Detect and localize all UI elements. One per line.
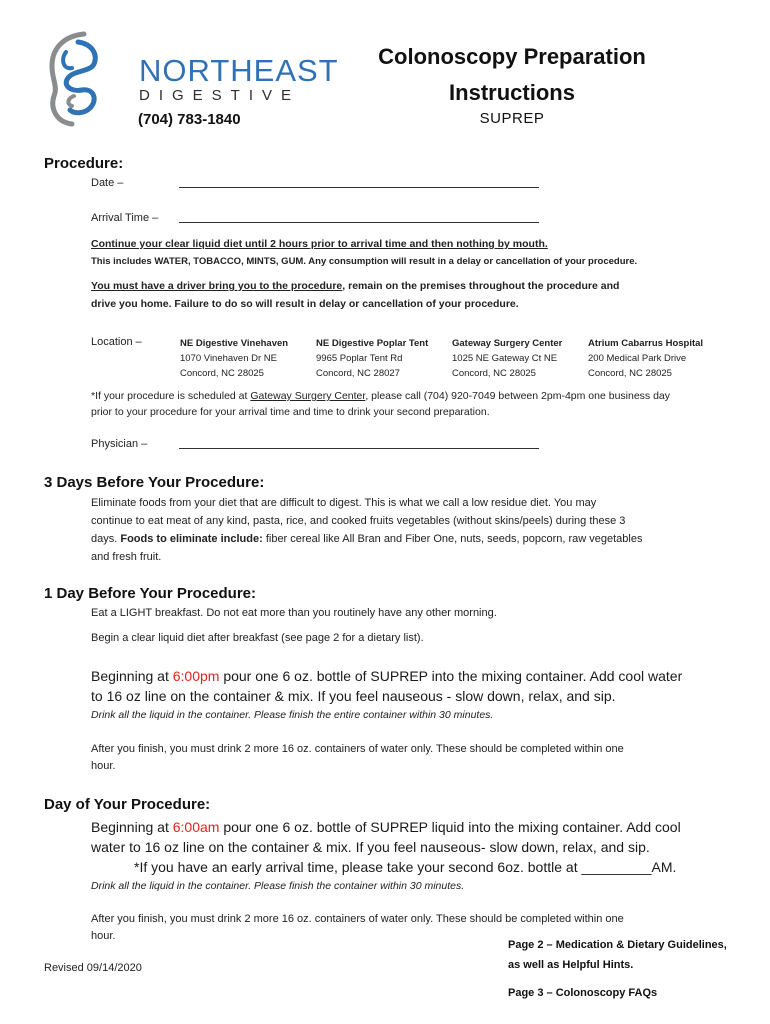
- brand-subname: DIGESTIVE: [139, 87, 301, 104]
- one-day-drink-note: Drink all the liquid in the container. Please finish the entire container within 30 minutes.: [91, 709, 494, 721]
- three-days-line3-pre: days.: [91, 533, 121, 545]
- day-of-begin: [91, 817, 681, 837]
- location-name: NE Digestive Poplar Tent: [316, 338, 429, 349]
- brand-name: NORTHEAST: [139, 53, 339, 88]
- one-day-begin-post: pour one 6 oz. bottle of SUPREP into the mixing container. Add cool water: [219, 668, 683, 684]
- physician-field[interactable]: [179, 448, 539, 449]
- includes-notice: This includes WATER, TOBACCO, MINTS, GUM. Any consumption will result in a delay or cancellation of your procedure.: [91, 256, 638, 267]
- driver-notice-line2: drive you home. Failure to do so will result in delay or cancellation of your procedure.: [91, 298, 519, 310]
- location-label: Location –: [91, 336, 142, 348]
- physician-label: Physician –: [91, 438, 148, 450]
- three-days-line3-post: fiber cereal like All Bran and Fiber One, nuts, seeds, popcorn, raw vegetables: [262, 533, 643, 545]
- page-subtitle: SUPREP: [479, 110, 545, 127]
- gateway-note-post: , please call (704) 920-7049 between 2pm-4pm one business day: [365, 390, 671, 402]
- location-city: Concord, NC 28025: [180, 368, 264, 379]
- three-days-line3: [91, 533, 642, 545]
- day-of-after-line2: hour.: [91, 930, 116, 942]
- location-city: Concord, NC 28025: [588, 368, 672, 379]
- gateway-note-line2: prior to your procedure for your arrival time and time to drink your second preparation.: [91, 406, 490, 418]
- one-day-begin-line2: to 16 oz line on the container & mix. If you feel nauseous - slow down, relax, and sip.: [91, 688, 616, 704]
- three-days-line1: Eliminate foods from your diet that are difficult to digest. This is what we call a low residue diet. You may: [91, 497, 597, 509]
- three-days-line2: continue to eat meat of any kind, pasta, rice, and cooked fruits vegetables (without skins/peels) during these 3: [91, 515, 626, 527]
- date-label: Date –: [91, 177, 124, 189]
- foods-to-eliminate-label: Foods to eliminate include:: [120, 533, 263, 545]
- procedure-heading: Procedure:: [44, 155, 124, 172]
- date-field[interactable]: [179, 187, 539, 188]
- one-day-breakfast: Eat a LIGHT breakfast. Do not eat more than you routinely have any other morning.: [91, 607, 497, 619]
- page-title: [362, 39, 662, 111]
- location-address: 1025 NE Gateway Ct NE: [452, 353, 558, 364]
- location-name: NE Digestive Vinehaven: [180, 338, 289, 349]
- one-day-after-line2: hour.: [91, 760, 116, 772]
- gateway-note: [91, 390, 670, 402]
- three-days-line4: and fresh fruit.: [91, 551, 162, 563]
- location-city: Concord, NC 28027: [316, 368, 400, 379]
- one-day-begin: [91, 666, 682, 686]
- page-title-line2: Instructions: [449, 80, 575, 105]
- day-of-drink-note: Drink all the liquid in the container. Please finish the container within 30 minutes.: [91, 880, 465, 892]
- three-days-heading: 3 Days Before Your Procedure:: [44, 474, 265, 491]
- location-name: Atrium Cabarrus Hospital: [588, 338, 704, 349]
- day-of-heading: Day of Your Procedure:: [44, 796, 211, 813]
- day-of-early-note: *If you have an early arrival time, please take your second 6oz. bottle at _________AM.: [134, 859, 677, 875]
- driver-notice: [91, 280, 619, 292]
- location-address: 9965 Poplar Tent Rd: [316, 353, 403, 364]
- arrival-time-label: Arrival Time –: [91, 212, 159, 224]
- one-day-after-line1: After you finish, you must drink 2 more 16 oz. containers of water only. These should be completed within one: [91, 743, 624, 755]
- day-of-begin-line2: water to 16 oz line on the container & mix. If you feel nauseous- slow down, relax, and sip.: [91, 839, 650, 855]
- clear-liquid-notice: Continue your clear liquid diet until 2 hours prior to arrival time and then nothing by mouth.: [91, 238, 548, 250]
- arrival-time-field[interactable]: [179, 222, 539, 223]
- gateway-note-pre: *If your procedure is scheduled at: [91, 390, 251, 402]
- day-of-after-line1: After you finish, you must drink 2 more 16 oz. containers of water only. These should be completed within one: [91, 913, 624, 925]
- location-atrium: [588, 336, 703, 381]
- page2-line1: Page 2 – Medication & Dietary Guidelines,: [508, 939, 727, 951]
- one-day-begin-time: 6:00pm: [172, 668, 220, 684]
- revised-date: Revised 09/14/2020: [44, 962, 142, 974]
- page2-line2: as well as Helpful Hints.: [508, 959, 634, 971]
- page-title-line1: Colonoscopy Preparation: [378, 44, 646, 69]
- location-name: Gateway Surgery Center: [452, 338, 563, 349]
- driver-notice-rest: , remain on the premises throughout the procedure and: [342, 280, 620, 292]
- location-vinehaven: [180, 336, 288, 381]
- one-day-heading: 1 Day Before Your Procedure:: [44, 585, 257, 602]
- gateway-note-link[interactable]: Gateway Surgery Center: [250, 390, 366, 402]
- location-address: 1070 Vinehaven Dr NE: [180, 353, 277, 364]
- day-of-begin-time: 6:00am: [172, 819, 220, 835]
- one-day-clear-liquid: Begin a clear liquid diet after breakfast (see page 2 for a dietary list).: [91, 632, 424, 644]
- day-of-begin-post: pour one 6 oz. bottle of SUPREP liquid into the mixing container. Add cool: [219, 819, 681, 835]
- page3-reference: Page 3 – Colonoscopy FAQs: [508, 987, 658, 999]
- one-day-begin-pre: Beginning at: [91, 668, 173, 684]
- location-city: Concord, NC 28025: [452, 368, 536, 379]
- digestive-tract-logo-icon: [44, 30, 106, 128]
- location-poplar-tent: [316, 336, 428, 381]
- driver-notice-underlined: You must have a driver bring you to the procedure: [91, 280, 343, 292]
- day-of-begin-pre: Beginning at: [91, 819, 173, 835]
- location-gateway: [452, 336, 562, 381]
- page2-reference: [508, 935, 727, 975]
- location-address: 200 Medical Park Drive: [588, 353, 687, 364]
- phone-number[interactable]: (704) 783-1840: [138, 111, 241, 128]
